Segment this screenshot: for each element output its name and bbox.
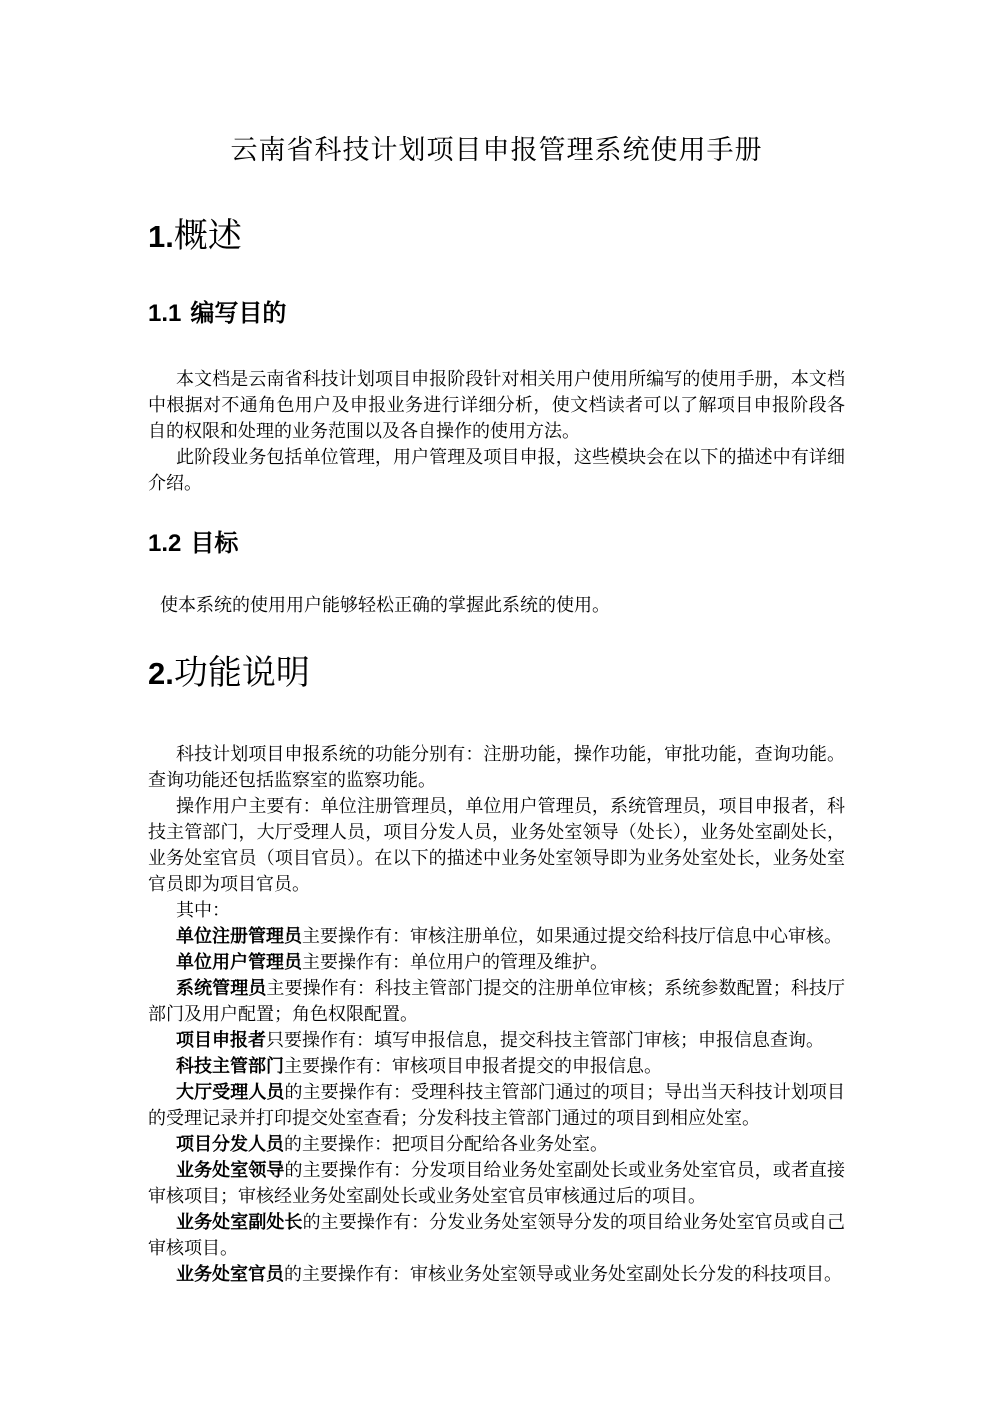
role-desc: 主要操作有：科技主管部门提交的注册单位审核；系统参数配置；科技厅部门及用户配置；角色权限配置。 xyxy=(148,978,846,1024)
purpose-paragraph-1: 本文档是云南省科技计划项目申报阶段针对相关用户使用所编写的使用手册，本文档中根据对不通角色用户及申报业务进行详细分析，使文档读者可以了解项目申报阶段各自的权限和处理的业务范围以及各自操作的使用方法。 xyxy=(148,369,845,441)
goal-paragraph: 使本系统的使用用户能够轻松正确的掌握此系统的使用。 xyxy=(160,595,610,615)
role-item-unit-register-admin xyxy=(148,923,845,949)
role-name: 单位注册管理员 xyxy=(176,926,302,946)
role-item-unit-user-admin xyxy=(148,949,845,975)
role-item-hall-acceptor xyxy=(148,1079,845,1131)
heading-goal-text: 目标 xyxy=(190,531,239,557)
role-item-office-official xyxy=(148,1261,845,1287)
role-name: 项目申报者 xyxy=(176,1030,266,1050)
role-desc: 的主要操作有：分发项目给业务处室副处长或业务处室官员，或者直接审核项目；审核经业务处室副处长或业务处室官员审核通过后的项目。 xyxy=(148,1160,845,1206)
role-name: 业务处室领导 xyxy=(176,1160,285,1180)
role-desc: 主要操作有：审核项目申报者提交的申报信息。 xyxy=(284,1056,662,1076)
functions-paragraph-1: 科技计划项目申报系统的功能分别有：注册功能，操作功能，审批功能，查询功能。查询功能还包括监察室的监察功能。 xyxy=(148,744,845,790)
functions-paragraph-3: 其中： xyxy=(176,900,230,920)
role-item-office-deputy xyxy=(148,1209,845,1261)
role-desc: 的主要操作有：分发业务处室领导分发的项目给业务处室官员或自己审核项目。 xyxy=(148,1212,846,1258)
heading-overview xyxy=(148,215,845,259)
role-desc: 的主要操作有：审核业务处室领导或业务处室副处长分发的科技项目。 xyxy=(284,1264,842,1284)
role-item-office-leader xyxy=(148,1157,845,1209)
role-item-system-admin xyxy=(148,975,845,1027)
role-item-project-applicant xyxy=(148,1027,845,1053)
role-desc: 主要操作有：单位用户的管理及维护。 xyxy=(302,952,608,972)
section-functions-body xyxy=(148,741,845,1287)
role-item-project-distributor xyxy=(148,1131,845,1157)
functions-paragraph-2: 操作用户主要有：单位注册管理员，单位用户管理员，系统管理员，项目申报者，科技主管部门，大厅受理人员，项目分发人员，业务处室领导（处长），业务处室副处长，业务处室官员（项目官员）。在以下的描述中业务处室领导即为业务处室处长，业务处室官员即为项目官员。 xyxy=(148,796,845,894)
heading-overview-number: 1. xyxy=(148,219,174,254)
heading-goal xyxy=(148,528,845,560)
heading-purpose-number: 1.1 xyxy=(148,300,182,327)
section-purpose-body xyxy=(148,366,845,496)
role-desc: 只要操作有：填写申报信息，提交科技主管部门审核；申报信息查询。 xyxy=(266,1030,824,1050)
heading-functions-number: 2. xyxy=(148,656,174,691)
role-name: 项目分发人员 xyxy=(176,1134,284,1154)
document-title: 云南省科技计划项目申报管理系统使用手册 xyxy=(230,135,763,165)
role-name: 科技主管部门 xyxy=(176,1056,284,1076)
role-name: 系统管理员 xyxy=(176,978,267,998)
heading-functions-text: 功能说明 xyxy=(173,655,310,692)
heading-purpose-text: 编写目的 xyxy=(190,301,287,327)
role-desc: 的主要操作：把项目分配给各业务处室。 xyxy=(284,1134,608,1154)
heading-overview-text: 概述 xyxy=(173,218,242,255)
role-name: 业务处室副处长 xyxy=(176,1212,303,1232)
heading-goal-number: 1.2 xyxy=(148,530,182,557)
heading-functions xyxy=(148,652,845,696)
heading-purpose xyxy=(148,298,845,330)
role-item-tech-dept xyxy=(148,1053,845,1079)
purpose-paragraph-2: 此阶段业务包括单位管理，用户管理及项目申报，这些模块会在以下的描述中有详细介绍。 xyxy=(148,447,845,493)
role-name: 业务处室官员 xyxy=(176,1264,284,1284)
role-desc: 的主要操作有：受理科技主管部门通过的项目；导出当天科技计划项目的受理记录并打印提交处室查看；分发科技主管部门通过的项目到相应处室。 xyxy=(148,1082,845,1128)
role-desc: 主要操作有：审核注册单位，如果通过提交给科技厅信息中心审核。 xyxy=(302,926,842,946)
role-name: 单位用户管理员 xyxy=(176,952,302,972)
role-name: 大厅受理人员 xyxy=(176,1082,285,1102)
